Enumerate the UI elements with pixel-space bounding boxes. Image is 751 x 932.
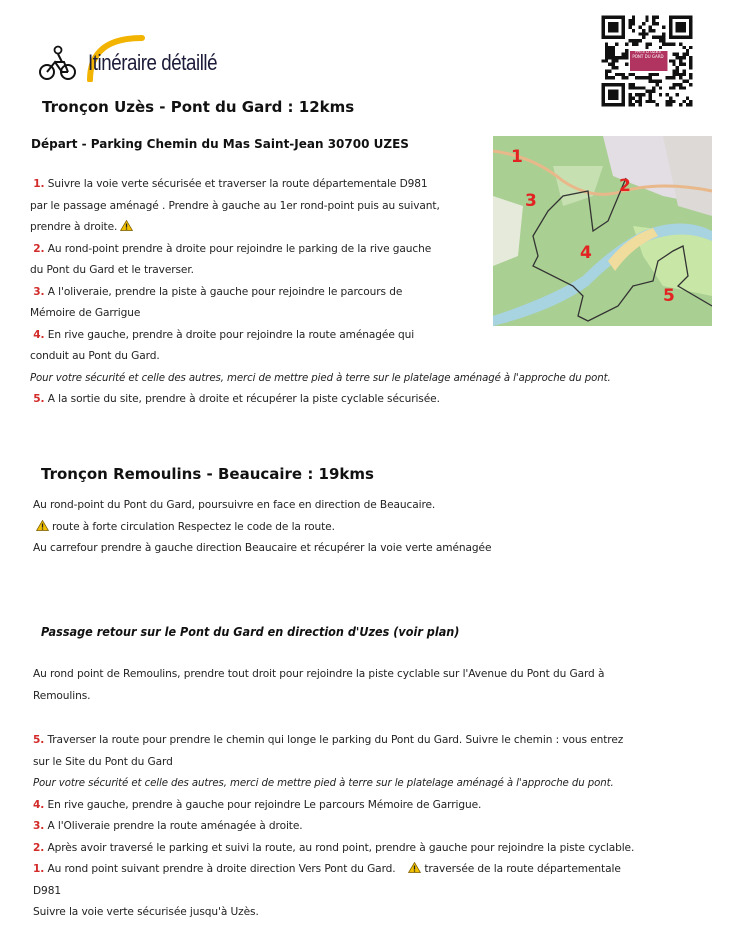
- return-step-1: [33, 859, 634, 881]
- step-text: Suivre la voie verte sécurisée et traverser la route départementale D981: [47, 178, 428, 190]
- step-text: Au rond point suivant prendre à droite direction Vers Pont du Gard.: [47, 863, 396, 875]
- warning-icon: [408, 862, 421, 873]
- final-instruction: Suivre la voie verte sécurisée jusqu'à Uzès.: [33, 906, 259, 918]
- step-text: par le passage aménagé . Prendre à gauche au 1er rond-point puis au suivant,: [30, 199, 440, 212]
- section-title-remoulins-beaucaire: Tronçon Remoulins - Beaucaire : 19kms: [41, 465, 374, 483]
- cyclist-icon: [38, 44, 78, 84]
- step-text: Au rond-point prendre à droite pour rejoindre le parking de la rive gauche: [47, 242, 432, 255]
- map-label-2: 2: [619, 176, 631, 196]
- step-number: 5.: [33, 734, 45, 746]
- step-number: 3.: [33, 820, 45, 832]
- section-title-return-passage: Passage retour sur le Pont du Gard en direction d'Uzes (voir plan): [41, 624, 460, 639]
- return-step-5: [33, 730, 634, 752]
- section3-intro: [33, 664, 604, 707]
- step-number: 5.: [33, 393, 45, 405]
- map-label-4: 4: [580, 243, 592, 263]
- qr-badge: [631, 49, 665, 59]
- step-text: A l'oliveraie, prendre la piste à gauche pour rejoindre le parcours de: [47, 285, 403, 298]
- safety-note: Pour votre sécurité et celle des autres, merci de mettre pied à terre sur le platelage aménagé à l'approche du pont.: [30, 372, 611, 384]
- section3-steps: [33, 730, 634, 924]
- direction-text: Au carrefour prendre à gauche direction Beaucaire et récupérer la voie verte aménagée: [33, 542, 492, 554]
- step-text: A l'Oliveraie prendre la route aménagée à droite.: [47, 820, 303, 832]
- return-step-4: [33, 795, 634, 817]
- step-text: sur le Site du Pont du Gard: [33, 755, 173, 768]
- return-step-3: [33, 816, 634, 838]
- step-number: 4.: [33, 328, 45, 341]
- map-label-3: 3: [525, 191, 537, 211]
- step-text: prendre à droite.: [30, 221, 118, 233]
- route-map[interactable]: [493, 136, 712, 326]
- traffic-warning: [33, 517, 491, 539]
- step-text: du Pont du Gard et le traverser.: [30, 264, 194, 276]
- step-text: En rive gauche, prendre à droite pour rejoindre la route aménagée qui: [47, 328, 415, 341]
- intro-text: Remoulins.: [33, 689, 91, 702]
- step-number: 3.: [33, 285, 45, 298]
- step-text: Mémoire de Garrigue: [30, 307, 141, 319]
- step-number: 2.: [33, 242, 45, 255]
- qr-badge-line2: PONT DU GARD: [632, 54, 664, 59]
- step-text: D981: [33, 884, 61, 897]
- qr-code-image: [598, 12, 696, 110]
- return-step-2: [33, 838, 634, 860]
- step-text: A la sortie du site, prendre à droite et récupérer la piste cyclable sécurisée.: [47, 393, 440, 405]
- map-label-5: 5: [663, 286, 675, 306]
- section2-body: [33, 495, 491, 560]
- page-title: Itinéraire détaillé: [88, 50, 218, 75]
- map-label-1: 1: [511, 147, 523, 167]
- qr-badge-line1: PAYS D'UZÈS: [635, 49, 661, 54]
- step-number: 2.: [33, 841, 45, 854]
- departure-subtitle: Départ - Parking Chemin du Mas Saint-Jean 30700 UZES: [31, 137, 409, 151]
- step-text: traversée de la route départementale: [424, 863, 621, 875]
- qr-code[interactable]: [598, 12, 696, 110]
- step-text: conduit au Pont du Gard.: [30, 350, 160, 362]
- step-number: 4.: [33, 798, 45, 811]
- step-4: [30, 325, 611, 347]
- section-title-uzes-pont-du-gard: Tronçon Uzès - Pont du Gard : 12kms: [42, 98, 355, 116]
- warning-icon: [36, 520, 49, 531]
- intro-text: Au rond point de Remoulins, prendre tout droit pour rejoindre la piste cyclable sur l'Avenue du Pont du Gard à: [33, 668, 605, 680]
- step-text: Traverser la route pour prendre le chemin qui longe le parking du Pont du Gard. Suivre le chemin : vous entrez: [47, 734, 624, 746]
- step-number: 1.: [33, 863, 45, 875]
- step-5: [30, 389, 611, 411]
- warning-text: route à forte circulation Respectez le code de la route.: [52, 520, 335, 533]
- step-number: 1.: [33, 178, 45, 190]
- step-text: Après avoir traversé le parking et suivi la route, au rond point, prendre à gauche pour rejoindre la piste cyclable.: [47, 841, 635, 854]
- warning-icon: [120, 220, 133, 231]
- safety-note: Pour votre sécurité et celle des autres, merci de mettre pied à terre sur le platelage aménagé à l'approche du pont.: [33, 778, 614, 789]
- direction-text: Au rond-point du Pont du Gard, poursuivre en face en direction de Beaucaire.: [33, 499, 436, 511]
- step-text: En rive gauche, prendre à gauche pour rejoindre Le parcours Mémoire de Garrigue.: [47, 798, 482, 811]
- route-map-image: [493, 136, 712, 326]
